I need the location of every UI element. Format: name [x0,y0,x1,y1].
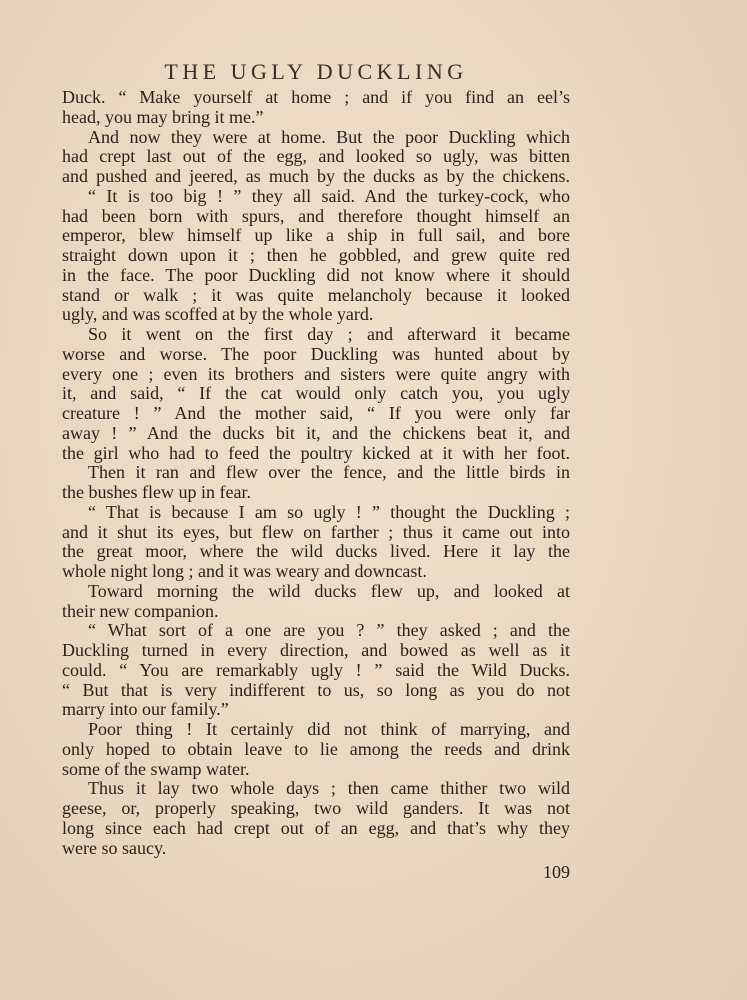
text-line: worse and worse. The poor Duckling was hunted about by [62,343,570,364]
text-line: away ! ” And the ducks bit it, and the chickens beat it, and [62,422,570,443]
text-line: emperor, blew himself up like a ship in full sail, and bore [62,225,570,246]
text-line: the bushes flew up in fear. [62,482,251,502]
text-line: stand or walk ; it was quite melancholy because it looked [62,284,570,305]
text-line: “ That is because I am so ugly ! ” thought the Duckling ; [88,501,570,522]
running-head: THE UGLY DUCKLING [164,59,468,84]
text-line: ugly, and was scoffed at by the whole yard. [62,304,374,325]
text-line: “ It is too big ! ” they all said. And the turkey-cock, who [88,185,570,206]
text-line: whole night long ; and it was weary and downcast. [62,561,427,581]
text-line: the girl who had to feed the poultry kicked at it with her foot. [62,442,570,463]
text-line: and it shut its eyes, but flew on farther ; thus it came out into [62,521,570,542]
text-line: long since each had crept out of an egg, and that’s why they [62,817,570,838]
text-line: every one ; even its brothers and sisters were quite angry with [62,363,570,384]
body-text [62,88,570,858]
text-line: Duckling turned in every direction, and bowed as well as it [62,640,570,660]
text-line: it, and said, “ If the cat would only catch you, you ugly [62,383,570,404]
text-line: Poor thing ! It certainly did not think of marrying, and [88,719,570,739]
text-line: marry into our family.” [62,699,229,720]
text-line: head, you may bring it me.” [62,106,264,127]
text-line: some of the swamp water. [62,758,250,779]
text-line: Thus it lay two whole days ; then came thither two wild [88,778,570,799]
text-line: Duck. “ Make yourself at home ; and if you find an eel’s [62,87,570,107]
text-line: only hoped to obtain leave to lie among the reeds and drink [62,738,570,759]
text-line: could. “ You are remarkably ugly ! ” said the Wild Ducks. [62,659,570,680]
text-line: geese, or, properly speaking, two wild ganders. It was not [62,798,570,818]
text-line: And now they were at home. But the poor Duckling which [88,126,570,147]
text-line: were so saucy. [62,837,167,858]
text-line: “ But that is very indifferent to us, so long as you do not [62,679,570,700]
text-line: Toward morning the wild ducks flew up, and looked at [88,580,570,601]
text-line: and pushed and jeered, as much by the ducks as by the chickens. [62,166,570,186]
text-line: creature ! ” And the mother said, “ If you were only far [62,403,570,423]
page-number: 109 [543,862,570,882]
text-line: the great moor, where the wild ducks lived. Here it lay the [62,541,570,562]
text-line: had been born with spurs, and therefore thought himself an [62,205,570,226]
text-line: in the face. The poor Duckling did not know where it should [62,264,570,285]
text-line: So it went on the first day ; and afterward it became [88,324,570,344]
text-line: their new companion. [62,600,219,621]
text-line: had crept last out of the egg, and looked so ugly, was bitten [62,146,570,167]
text-line: Then it ran and flew over the fence, and the little birds in [88,462,570,483]
text-line: “ What sort of a one are you ? ” they asked ; and the [88,620,570,641]
text-line: straight down upon it ; then he gobbled, and grew quite red [62,245,570,265]
